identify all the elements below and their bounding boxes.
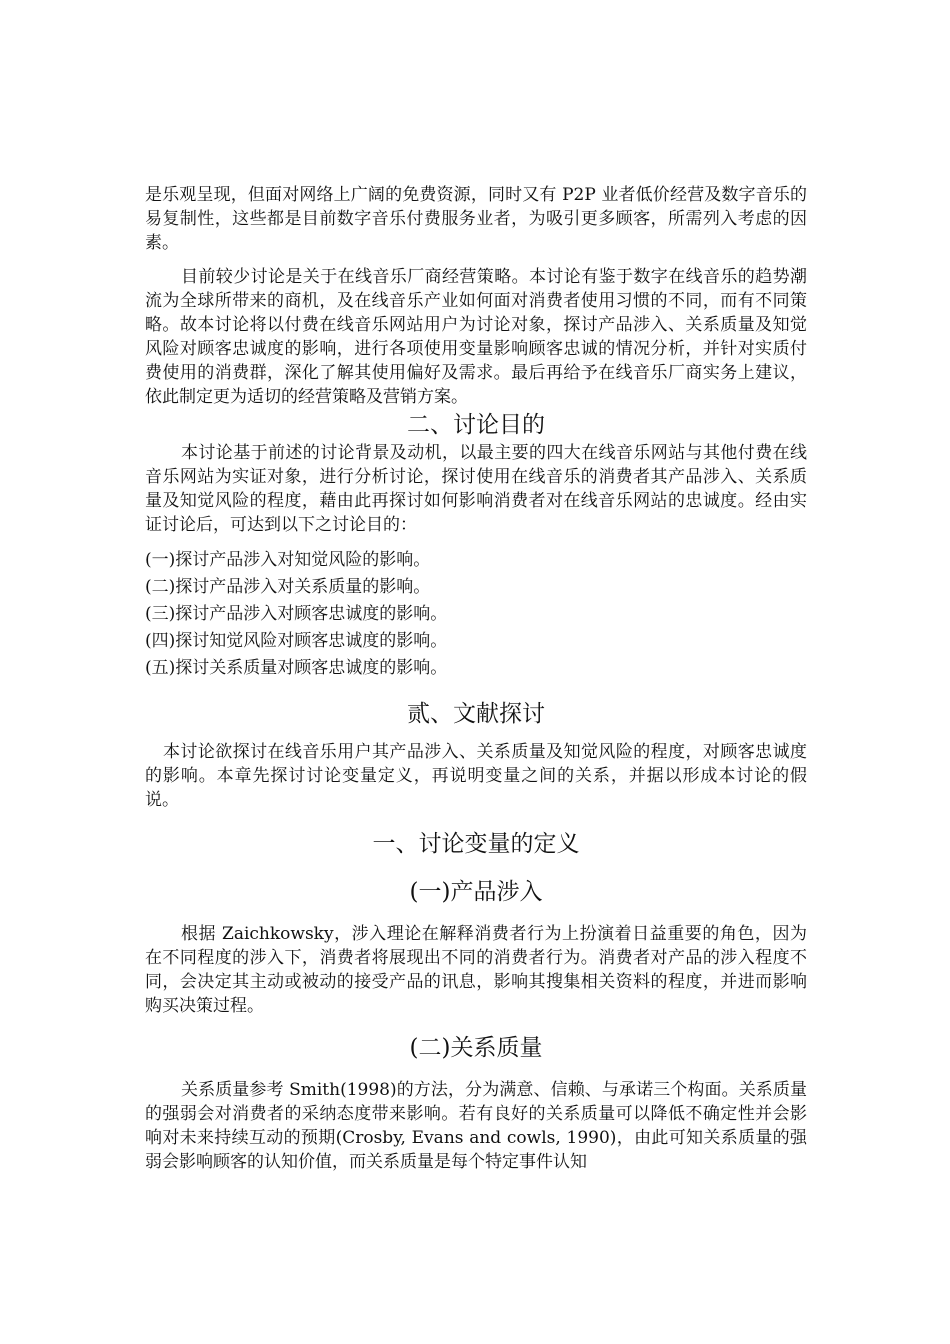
heading-quality: (二)关系质量 [409,1035,543,1061]
paragraph-intro-end: 是乐观呈现，但面对网络上广阔的免费资源，同时又有 P2P 业者低价经营及数字音乐的易复制性，这些都是目前数字音乐付费服务业者，为吸引更多顾客，所需列入考虑的因素。 [145,185,807,253]
heading-definitions: 一、讨论变量的定义 [372,831,580,857]
document-page [145,183,807,1174]
objective-item-3: (三)探讨产品涉入对顾客忠诚度的影响。 [145,604,448,624]
heading-purpose: 二、讨论目的 [407,412,545,438]
paragraph-intro-two: 目前较少讨论是关于在线音乐厂商经营策略。本讨论有鉴于数字在线音乐的趋势潮流为全球所带来的商机，及在线音乐产业如何面对消费者使用习惯的不同，而有不同策略。故本讨论将以付费在线音乐网站用户为讨论对象，探讨产品涉入、关系质量及知觉风险对顾客忠诚度的影响，进行各项使用变量影响顾客忠诚的情况分析，并针对实质付费使用的消费群，深化了解其使用偏好及需求。最后再给予在线音乐厂商实务上建议，依此制定更为适切的经营策略及营销方案。 [145,267,807,407]
objectives-list [145,547,807,682]
objective-item-5: (五)探讨关系质量对顾客忠诚度的影响。 [145,658,448,678]
paragraph-literature: 本讨论欲探讨在线音乐用户其产品涉入、关系质量及知觉风险的程度，对顾客忠诚度的影响。本章先探讨讨论变量定义，再说明变量之间的关系，并据以形成本讨论的假说。 [145,742,807,810]
paragraph-involvement: 根据 Zaichkowsky，涉入理论在解释消费者行为上扮演着日益重要的角色，因为在不同程度的涉入下，消费者将展现出不同的消费者行为。消费者对产品的涉入程度不同，会决定其主动或被动的接受产品的讯息，影响其搜集相关资料的程度，并进而影响购买决策过程。 [145,924,807,1016]
objective-item-2: (二)探讨产品涉入对关系质量的影响。 [145,577,431,597]
heading-involvement: (一)产品涉入 [409,879,543,905]
paragraph-quality: 关系质量参考 Smith(1998)的方法，分为满意、信赖、与承诺三个构面。关系质量的强弱会对消费者的采纳态度带来影响。若有良好的关系质量可以降低不确定性并会影响对未来持续互动的预期(Crosby, Evans and cowls, 1990)，由此可知关系质量的强弱会影响顾客的认知价值，而关系质量是每个特定事件认知 [145,1080,807,1172]
heading-literature: 贰、文献探讨 [407,701,545,727]
paragraph-purpose: 本讨论基于前述的讨论背景及动机，以最主要的四大在线音乐网站与其他付费在线音乐网站为实证对象，进行分析讨论，探讨使用在线音乐的消费者其产品涉入、关系质量及知觉风险的程度，藉由此再探讨如何影响消费者对在线音乐网站的忠诚度。经由实证讨论后，可达到以下之讨论目的： [145,443,807,535]
objective-item-4: (四)探讨知觉风险对顾客忠诚度的影响。 [145,631,448,651]
objective-item-1: (一)探讨产品涉入对知觉风险的影响。 [145,550,431,570]
